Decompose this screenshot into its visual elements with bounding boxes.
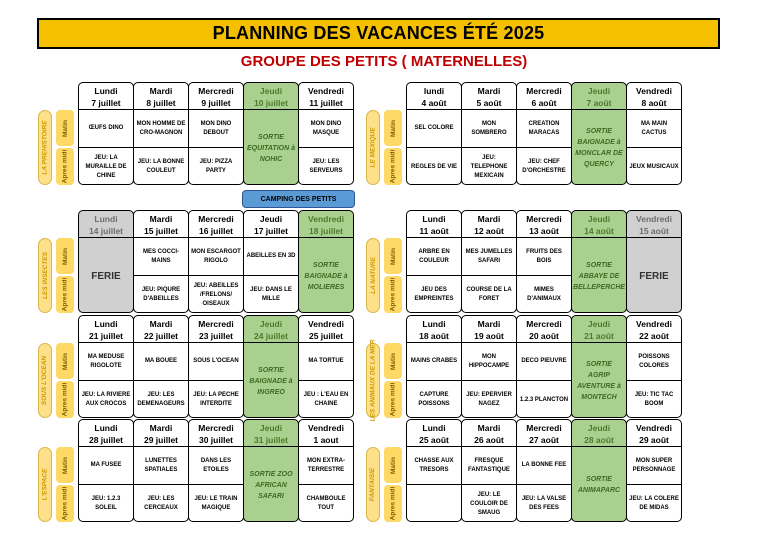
day-name: Mercredi bbox=[526, 319, 562, 329]
morning-activity: MAINS CRABES bbox=[407, 343, 461, 381]
day-date: 13 août bbox=[529, 226, 559, 236]
day-column bbox=[516, 419, 572, 522]
day-name: Mercredi bbox=[198, 423, 234, 433]
afternoon-activity: JEU: LA RIVIERE AUX CROCOS bbox=[81, 392, 131, 407]
afternoon-activity: JEU: LA BONNE COULEUT bbox=[137, 159, 185, 174]
morning-label bbox=[384, 238, 402, 274]
slot-label-text: Apres midi bbox=[389, 382, 397, 417]
day-name: lundi bbox=[423, 86, 445, 96]
week-theme-label: FANTAISIE bbox=[369, 467, 377, 502]
day-name: Vendredi bbox=[308, 423, 344, 433]
afternoon-label bbox=[384, 148, 402, 185]
morning-activity: MON HIPPOCAMPE bbox=[462, 343, 516, 381]
morning-activity: ŒUFS DINO bbox=[79, 110, 133, 148]
slot-label-text: Apres midi bbox=[389, 486, 397, 521]
slot-label-text: Matin bbox=[61, 247, 69, 265]
day-name: Jeudi bbox=[259, 423, 283, 433]
day-header bbox=[189, 211, 243, 238]
afternoon-activity: JEU: EPERVIER NAGEZ bbox=[466, 392, 512, 407]
day-header bbox=[407, 420, 461, 447]
day-column bbox=[461, 419, 517, 522]
morning-activity: MA MEDUSE RIGOLOTE bbox=[79, 343, 133, 381]
morning-label bbox=[56, 343, 74, 379]
day-header bbox=[572, 211, 626, 238]
day-date: 14 août bbox=[584, 226, 614, 236]
day-column bbox=[78, 315, 134, 418]
day-column bbox=[406, 419, 462, 522]
afternoon-activity: JEUX MUSICAUX bbox=[629, 163, 679, 170]
day-name: Mercredi bbox=[198, 86, 234, 96]
day-name: Vendredi bbox=[636, 423, 672, 433]
day-date: 30 juillet bbox=[198, 435, 233, 445]
afternoon-activity: JEU: LE COULOIR DE SMAUG bbox=[470, 491, 508, 516]
day-header bbox=[517, 316, 571, 343]
week-block bbox=[366, 419, 698, 522]
day-name: Mardi bbox=[477, 214, 501, 224]
day-date: 11 juillet bbox=[309, 98, 343, 108]
day-header bbox=[407, 316, 461, 343]
day-column bbox=[133, 82, 189, 185]
day-header bbox=[79, 211, 133, 238]
outing-cell: SORTIE ANIMAPARC bbox=[577, 476, 621, 494]
day-header bbox=[244, 211, 298, 238]
day-name: Lundi bbox=[422, 319, 446, 329]
week-theme-label: LA PREHISTOIRE bbox=[41, 120, 49, 175]
day-header bbox=[462, 316, 516, 343]
afternoon-activity: JEU: LA MURAILLE DE CHINE bbox=[85, 154, 127, 179]
day-name: Mardi bbox=[477, 319, 501, 329]
day-column bbox=[461, 210, 517, 313]
day-name: Mardi bbox=[149, 319, 173, 329]
morning-activity: POISSONS COLORES bbox=[627, 343, 681, 381]
day-header bbox=[299, 83, 353, 110]
camping-badge: CAMPING DES PETITS bbox=[242, 190, 355, 208]
day-date: 16 juillet bbox=[198, 226, 233, 236]
slot-label-text: Apres midi bbox=[61, 149, 69, 184]
day-date: 18 août bbox=[419, 331, 449, 341]
day-name: Vendredi bbox=[308, 214, 344, 224]
afternoon-activity: JEU: PIZZA PARTY bbox=[199, 159, 233, 174]
day-name: Vendredi bbox=[636, 214, 672, 224]
day-header bbox=[244, 83, 298, 110]
day-date: 20 août bbox=[529, 331, 559, 341]
morning-activity: ARBRE EN COULEUR bbox=[407, 238, 461, 276]
week-block bbox=[366, 210, 698, 313]
day-name: Mercredi bbox=[526, 86, 562, 96]
day-header bbox=[134, 83, 188, 110]
day-name: Mardi bbox=[477, 423, 501, 433]
day-column bbox=[78, 419, 134, 522]
day-header bbox=[134, 211, 188, 238]
day-date: 15 août bbox=[639, 226, 669, 236]
day-header bbox=[517, 83, 571, 110]
day-date: 14 juillet bbox=[88, 226, 123, 236]
week-block bbox=[38, 315, 370, 418]
day-column bbox=[461, 315, 517, 418]
morning-activity: MON DINO MASQUE bbox=[299, 110, 353, 148]
afternoon-activity bbox=[407, 485, 461, 522]
morning-activity: MON SUPER PERSONNAGE bbox=[627, 447, 681, 485]
day-column bbox=[243, 315, 299, 418]
day-name: Jeudi bbox=[259, 319, 283, 329]
week-theme bbox=[38, 110, 52, 185]
week-theme-label: LES ANIMAUX DE LA MER bbox=[369, 339, 377, 422]
week-block bbox=[38, 419, 370, 522]
week-theme bbox=[38, 238, 52, 313]
slot-label-text: Matin bbox=[61, 119, 69, 137]
day-column bbox=[406, 315, 462, 418]
day-column bbox=[298, 210, 354, 313]
day-date: 21 juillet bbox=[88, 331, 123, 341]
day-name: Mercredi bbox=[526, 423, 562, 433]
day-name: Jeudi bbox=[587, 86, 611, 96]
day-header bbox=[572, 420, 626, 447]
day-column bbox=[626, 419, 682, 522]
slot-label-text: Matin bbox=[389, 456, 397, 474]
week-theme bbox=[366, 339, 380, 422]
morning-activity: CREATION MARACAS bbox=[517, 110, 571, 148]
morning-activity: LUNETTES SPATIALES bbox=[134, 447, 188, 485]
day-name: Mercredi bbox=[198, 214, 234, 224]
day-column bbox=[298, 315, 354, 418]
afternoon-activity: JEU: LA VALSE DES FEES bbox=[521, 496, 567, 511]
outing-cell: SORTIE BAIGNADE à MONCLAR DE QUERCY bbox=[575, 128, 623, 168]
outing-cell: SORTIE BAIGNADE à INGREO bbox=[249, 366, 293, 396]
afternoon-activity: JEU: LES SERVEURS bbox=[309, 159, 343, 174]
day-date: 19 août bbox=[474, 331, 504, 341]
slot-label-text: Apres midi bbox=[61, 382, 69, 417]
day-column bbox=[188, 419, 244, 522]
day-date: 24 juillet bbox=[253, 331, 288, 341]
slot-label-text: Apres midi bbox=[61, 277, 69, 312]
week-block bbox=[366, 315, 698, 422]
day-date: 27 août bbox=[529, 435, 559, 445]
day-header bbox=[462, 420, 516, 447]
morning-activity: MON DINO DEBOUT bbox=[189, 110, 243, 148]
afternoon-label bbox=[384, 485, 402, 522]
day-column bbox=[461, 82, 517, 185]
day-name: Lundi bbox=[94, 319, 118, 329]
afternoon-activity: JEU: CHEF D'ORCHESTRE bbox=[522, 159, 566, 174]
day-name: Vendredi bbox=[308, 86, 344, 96]
afternoon-activity: JEU: LES DEMENAGEURS bbox=[137, 392, 185, 407]
day-date: 28 août bbox=[584, 435, 614, 445]
day-header bbox=[134, 420, 188, 447]
day-date: 1 aout bbox=[313, 435, 339, 445]
day-column bbox=[626, 315, 682, 418]
day-name: Jeudi bbox=[587, 214, 611, 224]
afternoon-activity: COURSE DE LA FORET bbox=[466, 287, 512, 302]
day-header bbox=[79, 420, 133, 447]
outing-cell: SORTIE AGRIP AVENTURE à MONTECH bbox=[577, 361, 621, 401]
afternoon-activity: JEU: LA COLERE DE MIDAS bbox=[629, 496, 679, 511]
day-column bbox=[78, 82, 134, 185]
day-name: Mardi bbox=[149, 214, 173, 224]
week-theme-label: SOUS L'OCEAN bbox=[41, 355, 49, 406]
day-header bbox=[627, 83, 681, 110]
day-name: Lundi bbox=[94, 214, 118, 224]
day-column bbox=[188, 82, 244, 185]
slot-label-text: Apres midi bbox=[389, 277, 397, 312]
page-title: PLANNING DES VACANCES ÉTÉ 2025 bbox=[37, 18, 720, 49]
day-date: 17 juillet bbox=[253, 226, 288, 236]
day-header bbox=[189, 420, 243, 447]
day-name: Mardi bbox=[149, 423, 173, 433]
morning-activity: ABEILLES EN 3D bbox=[244, 238, 298, 276]
slot-label-text: Matin bbox=[61, 456, 69, 474]
day-column bbox=[406, 210, 462, 313]
morning-activity: MES JUMELLES SAFARI bbox=[462, 238, 516, 276]
day-header bbox=[517, 420, 571, 447]
day-header bbox=[244, 420, 298, 447]
day-header bbox=[627, 420, 681, 447]
day-column bbox=[133, 210, 189, 313]
day-name: Vendredi bbox=[636, 319, 672, 329]
day-date: 5 août bbox=[476, 98, 502, 108]
day-column bbox=[243, 419, 299, 522]
week-block bbox=[38, 210, 370, 313]
week-block bbox=[366, 82, 698, 185]
day-header bbox=[299, 316, 353, 343]
day-header bbox=[462, 83, 516, 110]
day-name: Jeudi bbox=[259, 86, 283, 96]
day-header bbox=[79, 316, 133, 343]
afternoon-activity: JEU: PIQURE D'ABEILLES bbox=[141, 287, 181, 302]
day-name: Mardi bbox=[149, 86, 173, 96]
afternoon-activity: JEU: DANS LE MILLE bbox=[250, 287, 292, 302]
morning-activity: MA MAIN CACTUS bbox=[627, 110, 681, 148]
day-header bbox=[462, 211, 516, 238]
day-column bbox=[243, 210, 299, 313]
afternoon-label bbox=[56, 148, 74, 185]
morning-label bbox=[384, 110, 402, 146]
afternoon-label bbox=[384, 276, 402, 313]
day-header bbox=[189, 83, 243, 110]
day-date: 25 août bbox=[419, 435, 449, 445]
day-date: 22 juillet bbox=[143, 331, 178, 341]
day-column bbox=[571, 210, 627, 313]
afternoon-activity: JEU: LA PECHE INTERDITE bbox=[193, 392, 239, 407]
afternoon-activity: CAPTURE POISSONS bbox=[418, 392, 450, 407]
day-date: 9 juillet bbox=[201, 98, 231, 108]
day-column bbox=[626, 82, 682, 185]
morning-activity: CHASSE AUX TRESORS bbox=[407, 447, 461, 485]
day-column bbox=[516, 315, 572, 418]
day-column bbox=[298, 82, 354, 185]
holiday-cell: FERIE bbox=[91, 270, 121, 282]
morning-label bbox=[56, 447, 74, 483]
day-header bbox=[627, 316, 681, 343]
day-column bbox=[78, 210, 134, 313]
day-header bbox=[517, 211, 571, 238]
day-header bbox=[572, 316, 626, 343]
afternoon-activity: JEU : L'EAU EN CHAINE bbox=[303, 392, 349, 407]
afternoon-activity: CHAMBOULE TOUT bbox=[306, 496, 346, 511]
day-header bbox=[79, 83, 133, 110]
week-theme bbox=[366, 238, 380, 313]
day-column bbox=[133, 419, 189, 522]
day-name: Jeudi bbox=[587, 423, 611, 433]
day-name: Lundi bbox=[422, 423, 446, 433]
day-date: 22 août bbox=[639, 331, 669, 341]
afternoon-activity: JEU: TIC TAC BOOM bbox=[634, 392, 674, 407]
day-date: 4 août bbox=[421, 98, 447, 108]
slot-label-text: Matin bbox=[389, 247, 397, 265]
morning-activity: SOUS L'OCEAN bbox=[189, 343, 243, 381]
week-theme-label: L'ESPACE bbox=[41, 468, 49, 501]
slot-label-text: Apres midi bbox=[61, 486, 69, 521]
week-theme-label: LES INSECTES bbox=[41, 252, 49, 299]
day-date: 23 juillet bbox=[198, 331, 233, 341]
group-subtitle: GROUPE DES PETITS ( MATERNELLES) bbox=[240, 53, 528, 70]
day-column bbox=[571, 82, 627, 185]
day-header bbox=[299, 420, 353, 447]
day-name: Mercredi bbox=[526, 214, 562, 224]
day-header bbox=[244, 316, 298, 343]
day-date: 29 juillet bbox=[143, 435, 178, 445]
afternoon-activity: JEU: ABEILLES /FRELONS/ OISEAUX bbox=[193, 282, 239, 307]
day-header bbox=[299, 211, 353, 238]
afternoon-label bbox=[56, 485, 74, 522]
day-column bbox=[188, 315, 244, 418]
day-date: 18 juillet bbox=[308, 226, 343, 236]
day-date: 8 août bbox=[641, 98, 667, 108]
day-date: 7 août bbox=[586, 98, 612, 108]
day-header bbox=[407, 83, 461, 110]
slot-label-text: Matin bbox=[389, 352, 397, 370]
outing-cell: SORTIE EQUITATION à NOHIC bbox=[247, 133, 295, 163]
morning-activity: MES COCCI-MAINS bbox=[134, 238, 188, 276]
morning-activity: DECO PIEUVRE bbox=[517, 343, 571, 381]
morning-activity: MA TORTUE bbox=[299, 343, 353, 381]
day-name: Lundi bbox=[94, 86, 118, 96]
morning-activity: MON EXTRA-TERRESTRE bbox=[299, 447, 353, 485]
day-date: 21 août bbox=[584, 331, 614, 341]
morning-activity: MON ESCARGOT RIGOLO bbox=[189, 238, 243, 276]
day-date: 6 août bbox=[531, 98, 557, 108]
week-block bbox=[38, 82, 370, 185]
morning-activity: MON SOMBRERO bbox=[462, 110, 516, 148]
day-date: 7 juillet bbox=[91, 98, 121, 108]
afternoon-activity: JEU: LE TRAIN MAGIQUE bbox=[194, 496, 238, 511]
afternoon-activity: JEU: TELEPHONE MEXICAIN bbox=[470, 154, 508, 179]
slot-label-text: Matin bbox=[389, 119, 397, 137]
day-name: Vendredi bbox=[636, 86, 672, 96]
day-date: 15 juillet bbox=[143, 226, 178, 236]
afternoon-activity: MIMES D'ANIMAUX bbox=[527, 287, 561, 302]
morning-label bbox=[56, 110, 74, 146]
slot-label-text: Matin bbox=[61, 352, 69, 370]
afternoon-activity: JEU DES EMPREINTES bbox=[414, 287, 454, 302]
day-name: Mardi bbox=[477, 86, 501, 96]
day-name: Vendredi bbox=[308, 319, 344, 329]
outing-cell: SORTIE BAIGNADE à MOLIERES bbox=[304, 261, 348, 291]
day-date: 8 juillet bbox=[146, 98, 176, 108]
afternoon-label bbox=[56, 276, 74, 313]
slot-label-text: Apres midi bbox=[389, 149, 397, 184]
afternoon-activity: 1.2.3 PLANCTON bbox=[519, 396, 569, 403]
morning-activity: MA FUSEE bbox=[79, 447, 133, 485]
day-column bbox=[571, 419, 627, 522]
afternoon-label bbox=[384, 381, 402, 418]
outing-cell: SORTIE ZOO AFRICAN SAFARI bbox=[249, 470, 293, 500]
day-column bbox=[626, 210, 682, 313]
week-theme-label: LA NATURE bbox=[369, 257, 377, 294]
day-date: 10 juillet bbox=[253, 98, 288, 108]
week-theme bbox=[366, 110, 380, 185]
day-date: 26 août bbox=[474, 435, 504, 445]
day-header bbox=[189, 316, 243, 343]
day-header bbox=[572, 83, 626, 110]
day-date: 12 août bbox=[474, 226, 504, 236]
morning-activity: DANS LES ETOILES bbox=[189, 447, 243, 485]
morning-activity: MA BOUEE bbox=[134, 343, 188, 381]
day-header bbox=[627, 211, 681, 238]
day-column bbox=[516, 210, 572, 313]
day-name: Mercredi bbox=[198, 319, 234, 329]
day-column bbox=[188, 210, 244, 313]
day-column bbox=[571, 315, 627, 418]
day-column bbox=[406, 82, 462, 185]
day-header bbox=[134, 316, 188, 343]
day-date: 11 août bbox=[419, 226, 449, 236]
morning-activity: SEL COLORE bbox=[407, 110, 461, 148]
holiday-cell: FERIE bbox=[639, 270, 669, 282]
week-theme-label: LE MEXIQUE bbox=[369, 127, 377, 168]
week-theme bbox=[38, 447, 52, 522]
morning-label bbox=[384, 447, 402, 483]
day-header bbox=[407, 211, 461, 238]
morning-activity: LA BONNE FEE bbox=[517, 447, 571, 485]
afternoon-label bbox=[56, 381, 74, 418]
morning-activity: FRUITS DES BOIS bbox=[517, 238, 571, 276]
day-date: 29 août bbox=[639, 435, 669, 445]
day-date: 25 juillet bbox=[308, 331, 343, 341]
day-column bbox=[133, 315, 189, 418]
morning-activity: FRESQUE FANTASTIQUE bbox=[462, 447, 516, 485]
week-theme bbox=[366, 447, 380, 522]
day-column bbox=[298, 419, 354, 522]
afternoon-activity: REGLES DE VIE bbox=[410, 163, 457, 170]
week-theme bbox=[38, 343, 52, 418]
day-date: 28 juillet bbox=[88, 435, 123, 445]
day-name: Jeudi bbox=[259, 214, 283, 224]
afternoon-activity: JEU: 1.2.3 SOLEIL bbox=[91, 496, 121, 511]
day-column bbox=[516, 82, 572, 185]
day-name: Lundi bbox=[422, 214, 446, 224]
day-column bbox=[243, 82, 299, 185]
day-date: 31 juillet bbox=[253, 435, 288, 445]
morning-activity: MON HOMME DE CRO-MAGNON bbox=[134, 110, 188, 148]
day-name: Lundi bbox=[94, 423, 118, 433]
day-name: Jeudi bbox=[587, 319, 611, 329]
outing-cell: SORTIE ABBAYE DE BELLEPERCHE bbox=[572, 261, 626, 291]
morning-label bbox=[56, 238, 74, 274]
afternoon-activity: JEU: LES CERCEAUX bbox=[144, 496, 178, 511]
morning-label bbox=[384, 343, 402, 379]
